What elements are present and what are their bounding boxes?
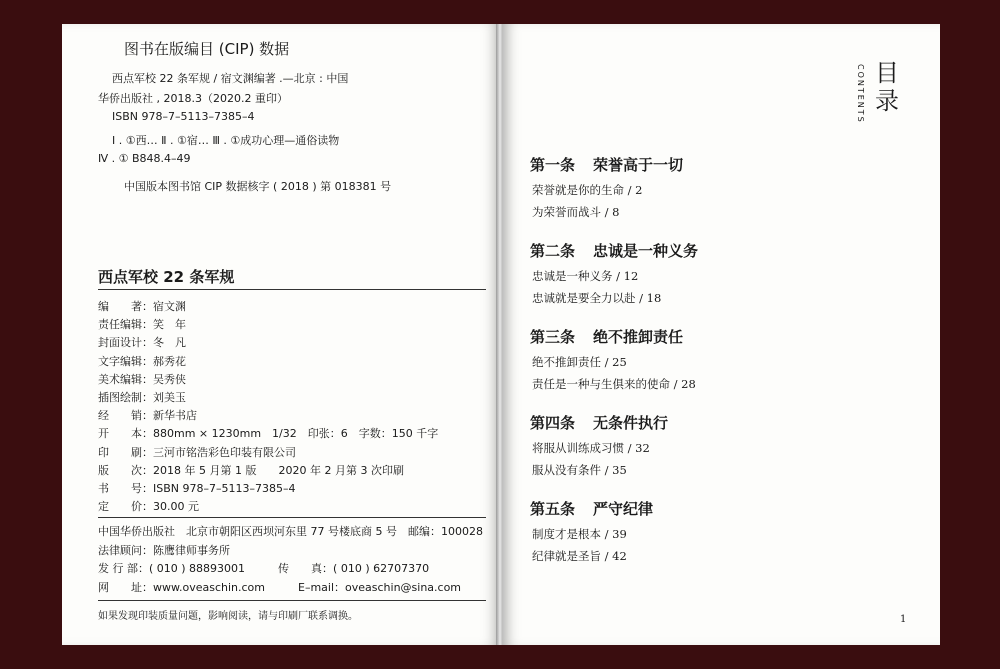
toc-entry[interactable]: 为荣誉而战斗 / 8 bbox=[532, 205, 620, 219]
info-row bbox=[98, 353, 186, 369]
cip-header: 图书在版编目 (CIP) 数据 bbox=[124, 40, 290, 58]
info-label: 封面设计： bbox=[98, 336, 153, 350]
info-label: 书 号： bbox=[98, 482, 153, 495]
cip-line: Ⅰ . ①西… Ⅱ . ①宿… Ⅲ . ①成功心理—通俗读物 bbox=[112, 134, 340, 147]
chapter-title: 忠诚是一种义务 bbox=[593, 242, 699, 260]
cip-line: 西点军校 22 条军规 / 宿文渊编著 .—北京 : 中国 bbox=[112, 72, 349, 85]
info-label: 开 本： bbox=[98, 427, 153, 441]
divider bbox=[98, 289, 486, 290]
contents-page bbox=[502, 24, 940, 645]
chapter-title: 无条件执行 bbox=[593, 414, 669, 432]
toc-entry[interactable]: 纪律就是圣旨 / 42 bbox=[532, 549, 627, 563]
info-value: 880mm × 1230mm 1/32 印张：6 字数：150 千字 bbox=[153, 427, 439, 441]
info-label: 编 著： bbox=[98, 300, 153, 313]
info-value: 新华书店 bbox=[153, 409, 197, 423]
toc-title: 目录 bbox=[875, 59, 899, 115]
info-value: 吴秀侠 bbox=[153, 372, 186, 386]
info-row bbox=[98, 425, 438, 441]
toc-entry[interactable]: 绝不推卸责任 / 25 bbox=[532, 355, 627, 369]
toc-entry[interactable]: 责任是一种与生俱来的使命 / 28 bbox=[532, 377, 696, 391]
toc-entry[interactable]: 荣誉就是你的生命 / 2 bbox=[532, 183, 643, 197]
cip-number: 中国版本图书馆 CIP 数据核字 ( 2018 ) 第 018381 号 bbox=[124, 180, 392, 193]
info-row bbox=[98, 498, 199, 514]
chapter-title: 绝不推卸责任 bbox=[593, 328, 684, 346]
info-row bbox=[98, 389, 186, 405]
info-value: 2018 年 5 月第 1 版 2020 年 2 月第 3 次印刷 bbox=[153, 463, 404, 477]
book-title: 西点军校 22 条军规 bbox=[98, 268, 235, 286]
info-value: 郝秀花 bbox=[153, 354, 186, 368]
chapter-number: 第四条 bbox=[530, 414, 576, 432]
contents-label: CONTENTS bbox=[856, 64, 865, 124]
info-label: 责任编辑： bbox=[98, 318, 153, 332]
publisher-row: 中国华侨出版社 北京市朝阳区西坝河东里 77 号楼底商 5 号 邮编：100028 bbox=[98, 525, 483, 538]
info-label: 版 次： bbox=[98, 463, 153, 477]
info-row bbox=[98, 462, 404, 478]
chapter-heading[interactable] bbox=[530, 412, 668, 433]
info-value: 宿文渊 bbox=[153, 300, 186, 313]
chapter-number: 第五条 bbox=[530, 500, 576, 518]
publisher-row: 发 行 部：( 010 ) 88893001 传 真：( 010 ) 62707370 bbox=[98, 562, 430, 575]
info-label: 插图绘制： bbox=[98, 391, 153, 404]
publisher-row: 法律顾问：陈鹰律师事务所 bbox=[98, 543, 230, 557]
info-value: 30.00 元 bbox=[153, 500, 199, 514]
info-label: 文字编辑： bbox=[98, 354, 153, 368]
divider bbox=[98, 517, 486, 518]
cip-line: 华侨出版社 , 2018.3（2020.2 重印） bbox=[98, 92, 288, 105]
info-label: 定 价： bbox=[98, 500, 153, 514]
cip-line: ISBN 978–7–5113–7385–4 bbox=[112, 110, 255, 123]
info-label: 印 刷： bbox=[98, 445, 153, 459]
copyright-page bbox=[62, 24, 498, 645]
info-label: 美术编辑： bbox=[98, 372, 153, 386]
info-value: 笑 年 bbox=[153, 318, 186, 332]
cip-line: Ⅳ . ① B848.4–49 bbox=[98, 152, 191, 165]
publisher-row: 网 址：www.oveaschin.com E–mail：oveaschin@sina.com bbox=[98, 580, 462, 594]
info-row bbox=[98, 298, 186, 314]
info-label: 经 销： bbox=[98, 409, 153, 423]
info-row bbox=[98, 444, 296, 460]
toc-entry[interactable]: 忠诚是一种义务 / 12 bbox=[532, 269, 639, 283]
toc-entry[interactable]: 将服从训练成习惯 / 32 bbox=[532, 441, 650, 455]
info-row bbox=[98, 371, 186, 387]
info-row bbox=[98, 480, 295, 496]
info-row bbox=[98, 334, 186, 350]
chapter-number: 第一条 bbox=[530, 156, 576, 174]
info-row bbox=[98, 407, 197, 423]
toc-entry[interactable]: 制度才是根本 / 39 bbox=[532, 527, 627, 541]
info-value: 三河市铭浩彩色印装有限公司 bbox=[153, 445, 296, 459]
chapter-heading[interactable] bbox=[530, 240, 698, 261]
divider bbox=[98, 600, 486, 601]
chapter-number: 第三条 bbox=[530, 328, 576, 346]
chapter-title: 严守纪律 bbox=[593, 500, 654, 518]
chapter-heading[interactable] bbox=[530, 326, 683, 347]
chapter-number: 第二条 bbox=[530, 242, 576, 260]
quality-note: 如果发现印装质量问题，影响阅读，请与印刷厂联系调换。 bbox=[98, 611, 358, 622]
chapter-title: 荣誉高于一切 bbox=[593, 156, 684, 174]
info-value: 刘美玉 bbox=[153, 391, 186, 404]
chapter-heading[interactable] bbox=[530, 154, 683, 175]
toc-entry[interactable]: 服从没有条件 / 35 bbox=[532, 463, 627, 477]
toc-entry[interactable]: 忠诚就是要全力以赴 / 18 bbox=[532, 291, 662, 305]
chapter-heading[interactable] bbox=[530, 498, 653, 519]
page-number: 1 bbox=[900, 614, 907, 625]
info-value: ISBN 978–7–5113–7385–4 bbox=[153, 482, 296, 495]
info-value: 冬 凡 bbox=[153, 336, 186, 350]
info-row bbox=[98, 316, 186, 332]
